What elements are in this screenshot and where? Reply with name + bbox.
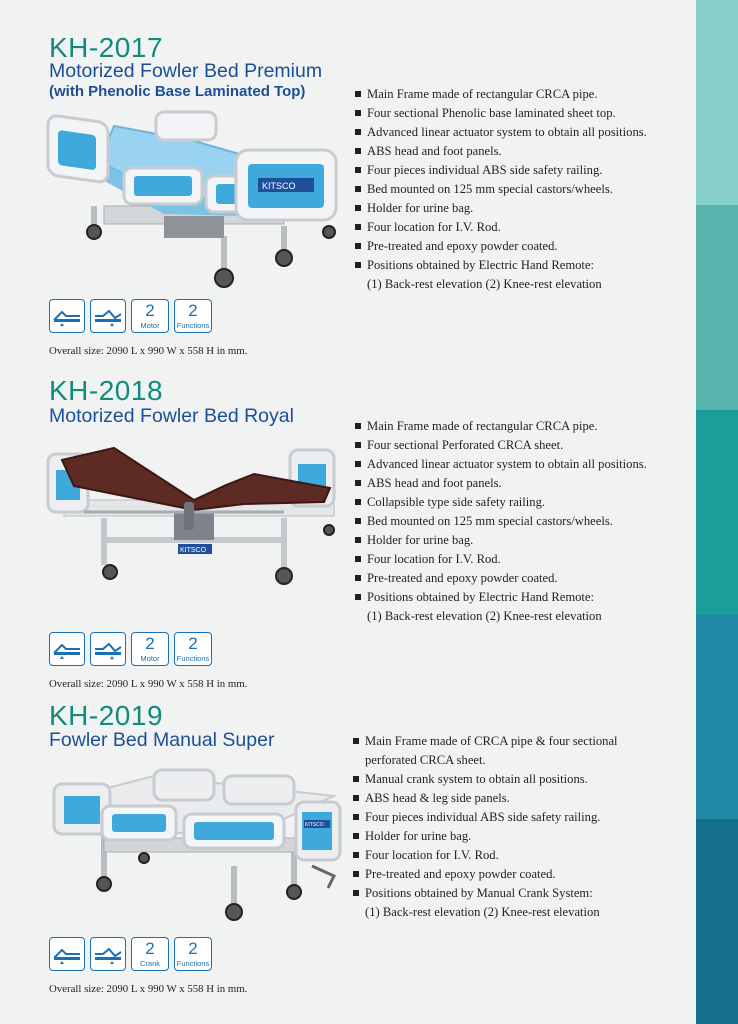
feature-continuation: (1) Back-rest elevation (2) Knee-rest elevation — [367, 277, 602, 291]
feature-item: ABS head & leg side panels. — [353, 789, 618, 808]
feature-item: ABS head and foot panels. — [355, 142, 647, 161]
functions-count-badge: 2 Functions — [174, 937, 212, 971]
product-code: KH-2017 — [49, 32, 164, 63]
feature-continuation: (1) Back-rest elevation (2) Knee-rest elevation — [367, 609, 602, 623]
motor-count-badge: 2 Motor — [131, 632, 169, 666]
product-code: KH-2019 — [49, 700, 164, 731]
feature-item: Four pieces individual ABS side safety railing. — [353, 808, 618, 827]
feature-item: Four pieces individual ABS side safety railing. — [355, 161, 647, 180]
functions-count-badge: 2 Functions — [174, 299, 212, 333]
feature-item: Positions obtained by Manual Crank System: — [353, 884, 618, 903]
feature-item: Main Frame made of CRCA pipe & four sectional — [353, 732, 618, 751]
side-color-stripe — [696, 0, 738, 1024]
feature-list — [353, 732, 618, 922]
brand-logo: KITSCO — [180, 547, 207, 554]
feature-continuation: perforated CRCA sheet. — [365, 753, 486, 767]
kneerest-position-icon — [90, 937, 126, 971]
motor-count-badge: 2 Motor — [131, 299, 169, 333]
feature-item: Bed mounted on 125 mm special castors/wheels. — [355, 512, 647, 531]
bed-image-manual — [44, 766, 344, 924]
feature-item: Manual crank system to obtain all positions. — [353, 770, 618, 789]
feature-item: ABS head and foot panels. — [355, 474, 647, 493]
product-title: Fowler Bed Manual Super — [49, 729, 275, 751]
feature-item: Four sectional Perforated CRCA sheet. — [355, 436, 647, 455]
product-code: KH-2018 — [49, 375, 164, 406]
feature-item: Advanced linear actuator system to obtain all positions. — [355, 455, 647, 474]
overall-size: Overall size: 2090 L x 990 W x 558 H in mm. — [49, 678, 248, 690]
brand-logo: KITSCO — [305, 822, 324, 828]
brand-logo: KITSCO — [262, 181, 296, 191]
spec-icons — [49, 937, 212, 971]
feature-item: Main Frame made of rectangular CRCA pipe. — [355, 417, 647, 436]
feature-item: Pre-treated and epoxy powder coated. — [355, 569, 647, 588]
feature-item: Four location for I.V. Rod. — [355, 218, 647, 237]
crank-count-badge: 2 Crank — [131, 937, 169, 971]
product-title: Motorized Fowler Bed Royal — [49, 405, 294, 427]
feature-item: Bed mounted on 125 mm special castors/wheels. — [355, 180, 647, 199]
backrest-position-icon — [49, 937, 85, 971]
feature-item: Holder for urine bag. — [353, 827, 618, 846]
feature-item: Pre-treated and epoxy powder coated. — [355, 237, 647, 256]
feature-item: Pre-treated and epoxy powder coated. — [353, 865, 618, 884]
feature-item: Advanced linear actuator system to obtain all positions. — [355, 123, 647, 142]
feature-continuation: (1) Back-rest elevation (2) Knee-rest elevation — [365, 905, 600, 919]
functions-count-badge: 2 Functions — [174, 632, 212, 666]
feature-item: Holder for urine bag. — [355, 199, 647, 218]
feature-item: Positions obtained by Electric Hand Remote: — [355, 256, 647, 275]
feature-item: Collapsible type side safety railing. — [355, 493, 647, 512]
overall-size: Overall size: 2090 L x 990 W x 558 H in mm. — [49, 983, 248, 995]
product-subtitle: (with Phenolic Base Laminated Top) — [49, 83, 306, 100]
feature-item: Holder for urine bag. — [355, 531, 647, 550]
overall-size: Overall size: 2090 L x 990 W x 558 H in mm. — [49, 345, 248, 357]
feature-item: Positions obtained by Electric Hand Remote: — [355, 588, 647, 607]
feature-item: Main Frame made of rectangular CRCA pipe. — [355, 85, 647, 104]
feature-item: Four location for I.V. Rod. — [355, 550, 647, 569]
product-title: Motorized Fowler Bed Premium — [49, 60, 323, 82]
feature-item: Four sectional Phenolic base laminated sheet top. — [355, 104, 647, 123]
feature-item: Four location for I.V. Rod. — [353, 846, 618, 865]
